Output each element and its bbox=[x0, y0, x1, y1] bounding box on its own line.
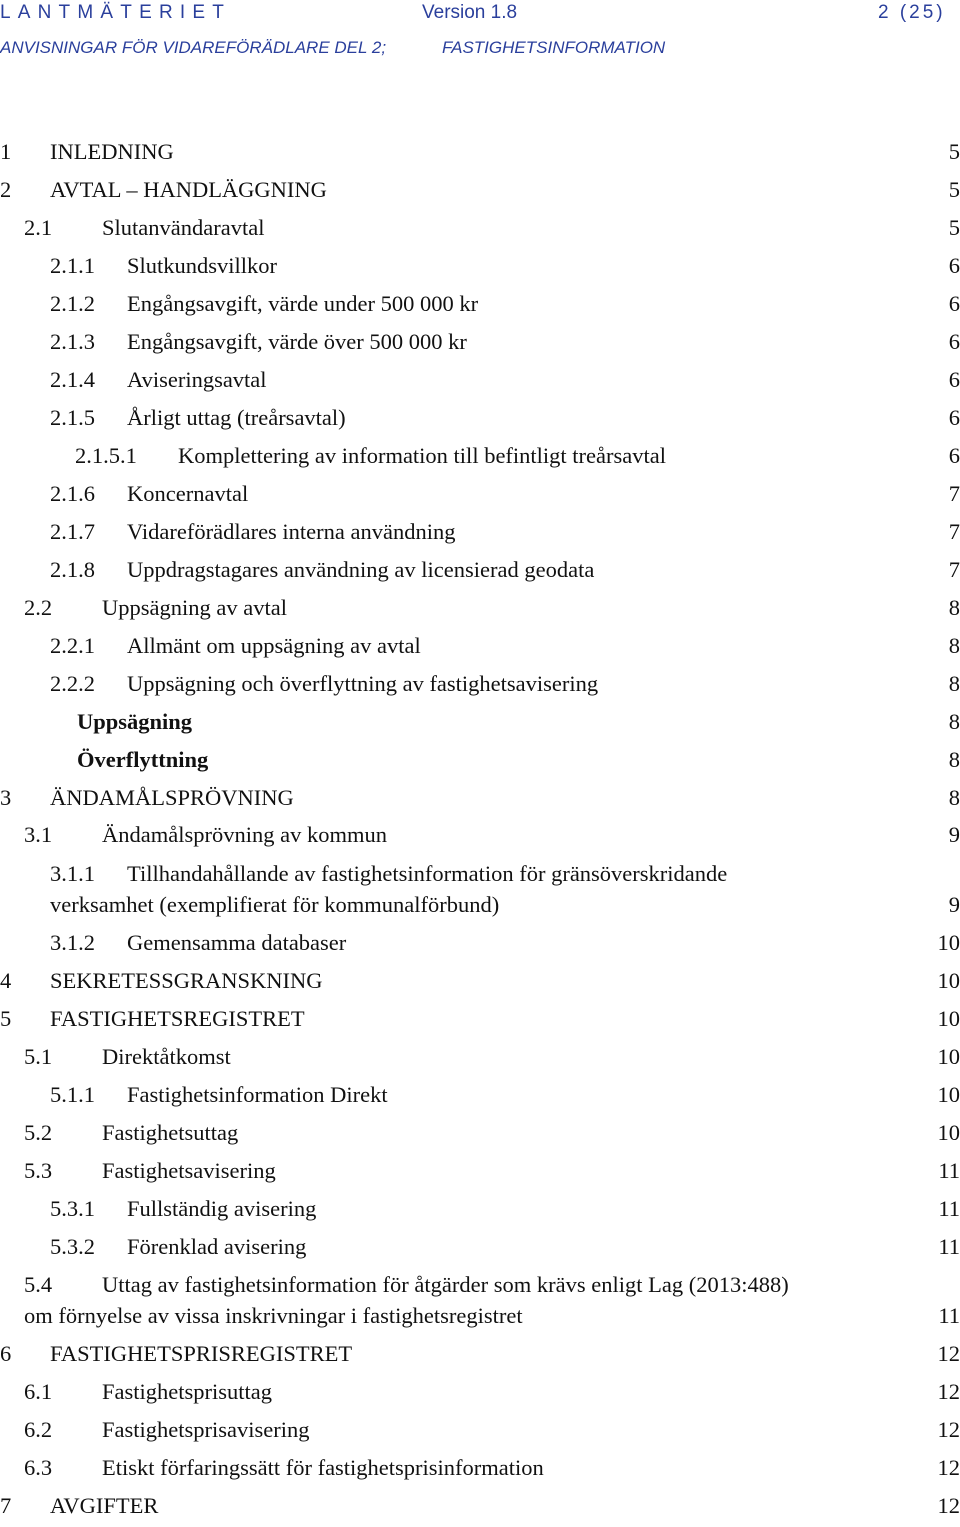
toc-entry[interactable] bbox=[0, 137, 960, 173]
toc-entry[interactable] bbox=[0, 1301, 960, 1337]
toc-entry[interactable] bbox=[0, 555, 960, 591]
toc-entry-title: Förenklad avisering bbox=[127, 1232, 306, 1262]
toc-entry-title: Gemensamma databaser bbox=[127, 928, 346, 958]
toc-entry-number: 2.1.5.1 bbox=[75, 441, 137, 471]
toc-entry-title: Vidareförädlares interna användning bbox=[127, 517, 456, 547]
subtitle-right: FASTIGHETSINFORMATION bbox=[442, 38, 665, 58]
toc-entry[interactable] bbox=[0, 327, 960, 363]
toc-entry[interactable] bbox=[0, 289, 960, 325]
toc-entry-number: 6.3 bbox=[24, 1453, 52, 1483]
toc-entry-page: 12 bbox=[938, 1415, 960, 1445]
toc-entry-title: Etiskt förfaringssätt för fastighetsprisinformation bbox=[102, 1453, 544, 1483]
toc-entry-page: 11 bbox=[938, 1232, 960, 1262]
toc-entry-title: INLEDNING bbox=[50, 137, 174, 167]
toc-entry-number: 5 bbox=[0, 1004, 11, 1034]
toc-entry[interactable] bbox=[0, 251, 960, 287]
toc-entry-page: 10 bbox=[938, 1004, 960, 1034]
toc-entry-title: SEKRETESSGRANSKNING bbox=[50, 966, 323, 996]
toc-entry-title: AVTAL – HANDLÄGGNING bbox=[50, 175, 327, 205]
toc-entry[interactable] bbox=[0, 669, 960, 705]
toc-entry-title: Fullständig avisering bbox=[127, 1194, 316, 1224]
toc-entry[interactable] bbox=[0, 479, 960, 515]
toc-entry[interactable] bbox=[0, 1156, 960, 1192]
toc-entry-page: 8 bbox=[949, 745, 960, 775]
toc-entry[interactable] bbox=[0, 890, 960, 926]
toc-entry-page: 5 bbox=[949, 175, 960, 205]
toc-entry-number: 2.1.7 bbox=[50, 517, 95, 547]
toc-entry-number: 5.1.1 bbox=[50, 1080, 95, 1110]
toc-entry-number: 7 bbox=[0, 1491, 11, 1521]
toc-entry-number: 5.3 bbox=[24, 1156, 52, 1186]
toc-entry-page: 5 bbox=[949, 213, 960, 243]
toc-entry-number: 5.3.1 bbox=[50, 1194, 95, 1224]
toc-entry-title: Uppsägning och överflyttning av fastighetsavisering bbox=[127, 669, 598, 699]
toc-entry-page: 8 bbox=[949, 631, 960, 661]
toc-entry-title: Komplettering av information till befintligt treårsavtal bbox=[178, 441, 666, 471]
toc-entry-number: 2.2.1 bbox=[50, 631, 95, 661]
toc-entry-page: 11 bbox=[938, 1301, 960, 1331]
toc-entry-number: 2.1.5 bbox=[50, 403, 95, 433]
toc-entry-title: Uttag av fastighetsinformation för åtgärder som krävs enligt Lag (2013:488) bbox=[102, 1270, 789, 1300]
toc-entry[interactable] bbox=[0, 1377, 960, 1413]
toc-entry-page: 6 bbox=[949, 441, 960, 471]
toc-entry-page: 12 bbox=[938, 1453, 960, 1483]
toc-entry-page: 11 bbox=[938, 1194, 960, 1224]
toc-entry-page: 6 bbox=[949, 403, 960, 433]
toc-entry-title: Engångsavgift, värde över 500 000 kr bbox=[127, 327, 467, 357]
toc-entry-number: 4 bbox=[0, 966, 11, 996]
toc-entry-title: Fastighetsuttag bbox=[102, 1118, 238, 1148]
toc-entry-number: 2.1.3 bbox=[50, 327, 95, 357]
toc-entry-title: om förnyelse av vissa inskrivningar i fastighetsregistret bbox=[24, 1301, 523, 1331]
document-version: Version 1.8 bbox=[422, 2, 517, 24]
toc-entry-title: Uppsägning bbox=[77, 707, 192, 737]
toc-entry[interactable] bbox=[0, 517, 960, 553]
toc-entry-page: 7 bbox=[949, 517, 960, 547]
toc-entry-page: 6 bbox=[949, 289, 960, 319]
toc-entry-number: 1 bbox=[0, 137, 11, 167]
toc-entry-page: 5 bbox=[949, 137, 960, 167]
toc-entry[interactable] bbox=[0, 1194, 960, 1230]
page-header bbox=[0, 2, 960, 26]
toc-entry[interactable] bbox=[0, 441, 960, 477]
toc-entry-title: Allmänt om uppsägning av avtal bbox=[127, 631, 421, 661]
toc-entry-number: 3 bbox=[0, 783, 11, 813]
toc-entry-title: Tillhandahållande av fastighetsinformation för gränsöverskridande bbox=[127, 859, 727, 889]
toc-entry-number: 5.4 bbox=[24, 1270, 52, 1300]
subtitle-left: ANVISNINGAR FÖR VIDAREFÖRÄDLARE DEL 2; bbox=[0, 38, 386, 58]
toc-entry-page: 9 bbox=[949, 890, 960, 920]
toc-entry-title: Uppsägning av avtal bbox=[102, 593, 287, 623]
toc-entry-page: 8 bbox=[949, 707, 960, 737]
toc-entry-title: ÄNDAMÅLSPRÖVNING bbox=[50, 783, 294, 813]
toc-entry-page: 8 bbox=[949, 593, 960, 623]
toc-entry[interactable] bbox=[0, 783, 960, 819]
toc-entry-title: Koncernavtal bbox=[127, 479, 248, 509]
toc-entry[interactable] bbox=[0, 928, 960, 964]
toc-entry-number: 3.1.2 bbox=[50, 928, 95, 958]
organization-name: LANTMÄTERIET bbox=[0, 2, 231, 24]
toc-entry-number: 2.1.8 bbox=[50, 555, 95, 585]
toc-entry[interactable] bbox=[0, 966, 960, 1002]
toc-entry-page: 8 bbox=[949, 783, 960, 813]
toc-entry[interactable] bbox=[0, 1491, 960, 1527]
toc-entry[interactable] bbox=[0, 1232, 960, 1268]
toc-entry[interactable] bbox=[0, 1118, 960, 1154]
toc-entry-number: 5.2 bbox=[24, 1118, 52, 1148]
toc-entry-title: Fastighetsinformation Direkt bbox=[127, 1080, 388, 1110]
toc-entry[interactable] bbox=[0, 820, 960, 856]
toc-entry-page: 9 bbox=[949, 820, 960, 850]
toc-entry[interactable] bbox=[0, 1004, 960, 1040]
toc-entry-number: 2.1.2 bbox=[50, 289, 95, 319]
toc-entry[interactable] bbox=[0, 1453, 960, 1489]
toc-entry-page: 8 bbox=[949, 669, 960, 699]
toc-entry-number: 2.2 bbox=[24, 593, 52, 623]
toc-entry-number: 2.1.6 bbox=[50, 479, 95, 509]
toc-entry-title: Direktåtkomst bbox=[102, 1042, 231, 1072]
toc-entry-title: Fastighetsavisering bbox=[102, 1156, 276, 1186]
page-number: 2 (25) bbox=[878, 2, 946, 24]
toc-entry-title: Aviseringsavtal bbox=[127, 365, 267, 395]
toc-entry-number: 3.1.1 bbox=[50, 859, 95, 889]
toc-entry[interactable] bbox=[0, 1080, 960, 1116]
toc-entry[interactable] bbox=[0, 213, 960, 249]
toc-entry[interactable] bbox=[0, 631, 960, 667]
toc-entry-number: 2.1.1 bbox=[50, 251, 95, 281]
toc-entry-number: 6 bbox=[0, 1339, 11, 1369]
toc-entry-page: 6 bbox=[949, 365, 960, 395]
toc-entry[interactable] bbox=[0, 707, 960, 743]
toc-entry-page: 10 bbox=[938, 928, 960, 958]
toc-entry-title: verksamhet (exemplifierat för kommunalförbund) bbox=[50, 890, 499, 920]
toc-entry-title: Överflyttning bbox=[77, 745, 208, 775]
toc-entry-number: 2.1.4 bbox=[50, 365, 95, 395]
toc-entry-title: Slutkundsvillkor bbox=[127, 251, 277, 281]
toc-entry-number: 5.1 bbox=[24, 1042, 52, 1072]
toc-entry-page: 12 bbox=[938, 1339, 960, 1369]
toc-entry-page: 12 bbox=[938, 1377, 960, 1407]
toc-entry[interactable] bbox=[0, 1042, 960, 1078]
toc-entry[interactable] bbox=[0, 403, 960, 439]
toc-entry-title: Uppdragstagares användning av licensierad geodata bbox=[127, 555, 594, 585]
toc-entry-page: 10 bbox=[938, 1080, 960, 1110]
toc-entry-number: 2.2.2 bbox=[50, 669, 95, 699]
toc-entry-title: Slutanvändaravtal bbox=[102, 213, 264, 243]
toc-entry[interactable] bbox=[0, 745, 960, 781]
toc-entry-title: Fastighetsprisuttag bbox=[102, 1377, 272, 1407]
toc-entry-page: 7 bbox=[949, 555, 960, 585]
toc-entry-title: Engångsavgift, värde under 500 000 kr bbox=[127, 289, 478, 319]
toc-entry-title: AVGIFTER bbox=[50, 1491, 158, 1521]
toc-entry-number: 5.3.2 bbox=[50, 1232, 95, 1262]
toc-entry-number: 2 bbox=[0, 175, 11, 205]
toc-entry-title: Ändamålsprövning av kommun bbox=[102, 820, 387, 850]
toc-entry-title: FASTIGHETSPRISREGISTRET bbox=[50, 1339, 352, 1369]
toc-entry-page: 10 bbox=[938, 1042, 960, 1072]
toc-entry[interactable] bbox=[0, 593, 960, 629]
toc-entry[interactable] bbox=[0, 175, 960, 211]
toc-entry[interactable] bbox=[0, 365, 960, 401]
toc-entry-title: Årligt uttag (treårsavtal) bbox=[127, 403, 346, 433]
toc-entry-page: 6 bbox=[949, 251, 960, 281]
toc-entry-page: 11 bbox=[938, 1156, 960, 1186]
toc-entry-page: 10 bbox=[938, 966, 960, 996]
toc-entry-page: 10 bbox=[938, 1118, 960, 1148]
toc-entry-page: 6 bbox=[949, 327, 960, 357]
toc-entry[interactable] bbox=[0, 1415, 960, 1451]
toc-entry-title: FASTIGHETSREGISTRET bbox=[50, 1004, 305, 1034]
toc-entry-number: 6.1 bbox=[24, 1377, 52, 1407]
toc-entry-number: 6.2 bbox=[24, 1415, 52, 1445]
toc-entry-page: 12 bbox=[938, 1491, 960, 1521]
toc-entry-page: 7 bbox=[949, 479, 960, 509]
toc-entry-number: 2.1 bbox=[24, 213, 52, 243]
toc-entry-title: Fastighetsprisavisering bbox=[102, 1415, 309, 1445]
toc-entry[interactable] bbox=[0, 1339, 960, 1375]
toc-entry-number: 3.1 bbox=[24, 820, 52, 850]
